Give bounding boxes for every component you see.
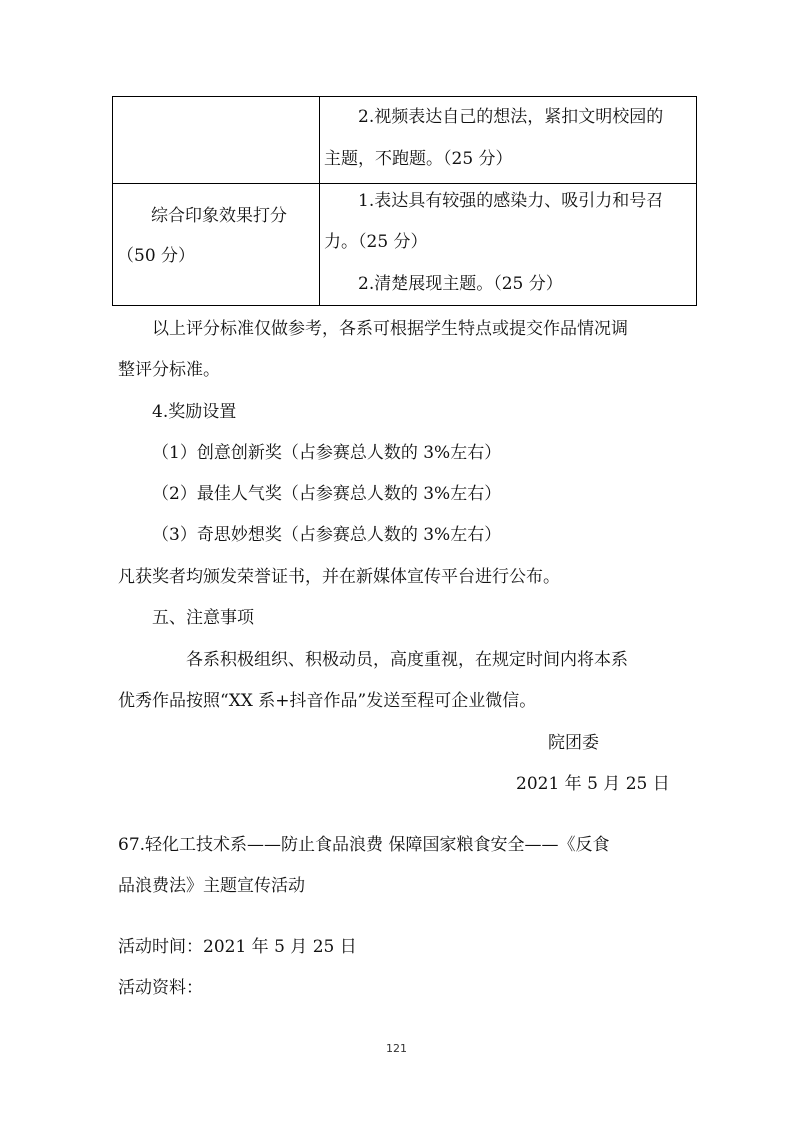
page-number: 121	[386, 1042, 407, 1055]
table-cell-description	[320, 97, 697, 184]
paragraph-line: 以上评分标准仅做参考，各系可根据学生特点或提交作品情况调	[152, 319, 628, 339]
section-heading: 4.奖励设置	[152, 402, 237, 422]
paragraph-line: 整评分标准。	[118, 360, 220, 380]
activity-time: 活动时间：2021 年 5 月 25 日	[118, 937, 357, 957]
signature: 院团委	[548, 733, 599, 753]
activity-title-line: 品浪费法》主题宣传活动	[118, 876, 305, 896]
table-cell-text: 综合印象效果打分	[151, 206, 287, 226]
table-cell-text: 2.视频表达自己的想法，紧扣文明校园的	[358, 107, 664, 127]
date: 2021 年 5 月 25 日	[516, 774, 670, 794]
table-cell-text: 主题，不跑题。（25 分）	[324, 149, 513, 169]
table-cell-text: （50 分）	[117, 246, 196, 266]
table-cell-text: 1.表达具有较强的感染力、吸引力和号召	[358, 191, 664, 211]
table-row	[113, 97, 697, 184]
table-cell-criterion	[113, 184, 320, 306]
section-heading: 五、注意事项	[152, 608, 254, 628]
activity-materials-label: 活动资料：	[118, 978, 203, 998]
list-item: （3）奇思妙想奖（占参赛总人数的 3%左右）	[152, 525, 502, 545]
table-cell-text: 2.清楚展现主题。（25 分）	[358, 274, 563, 294]
table-cell-description	[320, 184, 697, 306]
paragraph-line: 凡获奖者均颁发荣誉证书，并在新媒体宣传平台进行公布。	[118, 567, 560, 587]
paragraph-line: 各系积极组织、积极动员，高度重视，在规定时间内将本系	[186, 650, 628, 670]
table-cell-criterion	[113, 97, 320, 184]
activity-title-line: 67.轻化工技术系——防止食品浪费 保障国家粮食安全——《反食	[118, 835, 610, 855]
table-row	[113, 184, 697, 306]
list-item: （2）最佳人气奖（占参赛总人数的 3%左右）	[152, 484, 502, 504]
list-item: （1）创意创新奖（占参赛总人数的 3%左右）	[152, 443, 502, 463]
paragraph-line: 优秀作品按照“XX 系+抖音作品”发送至程可企业微信。	[118, 691, 537, 711]
table-cell-text: 力。（25 分）	[324, 232, 428, 252]
scoring-table	[112, 96, 697, 306]
